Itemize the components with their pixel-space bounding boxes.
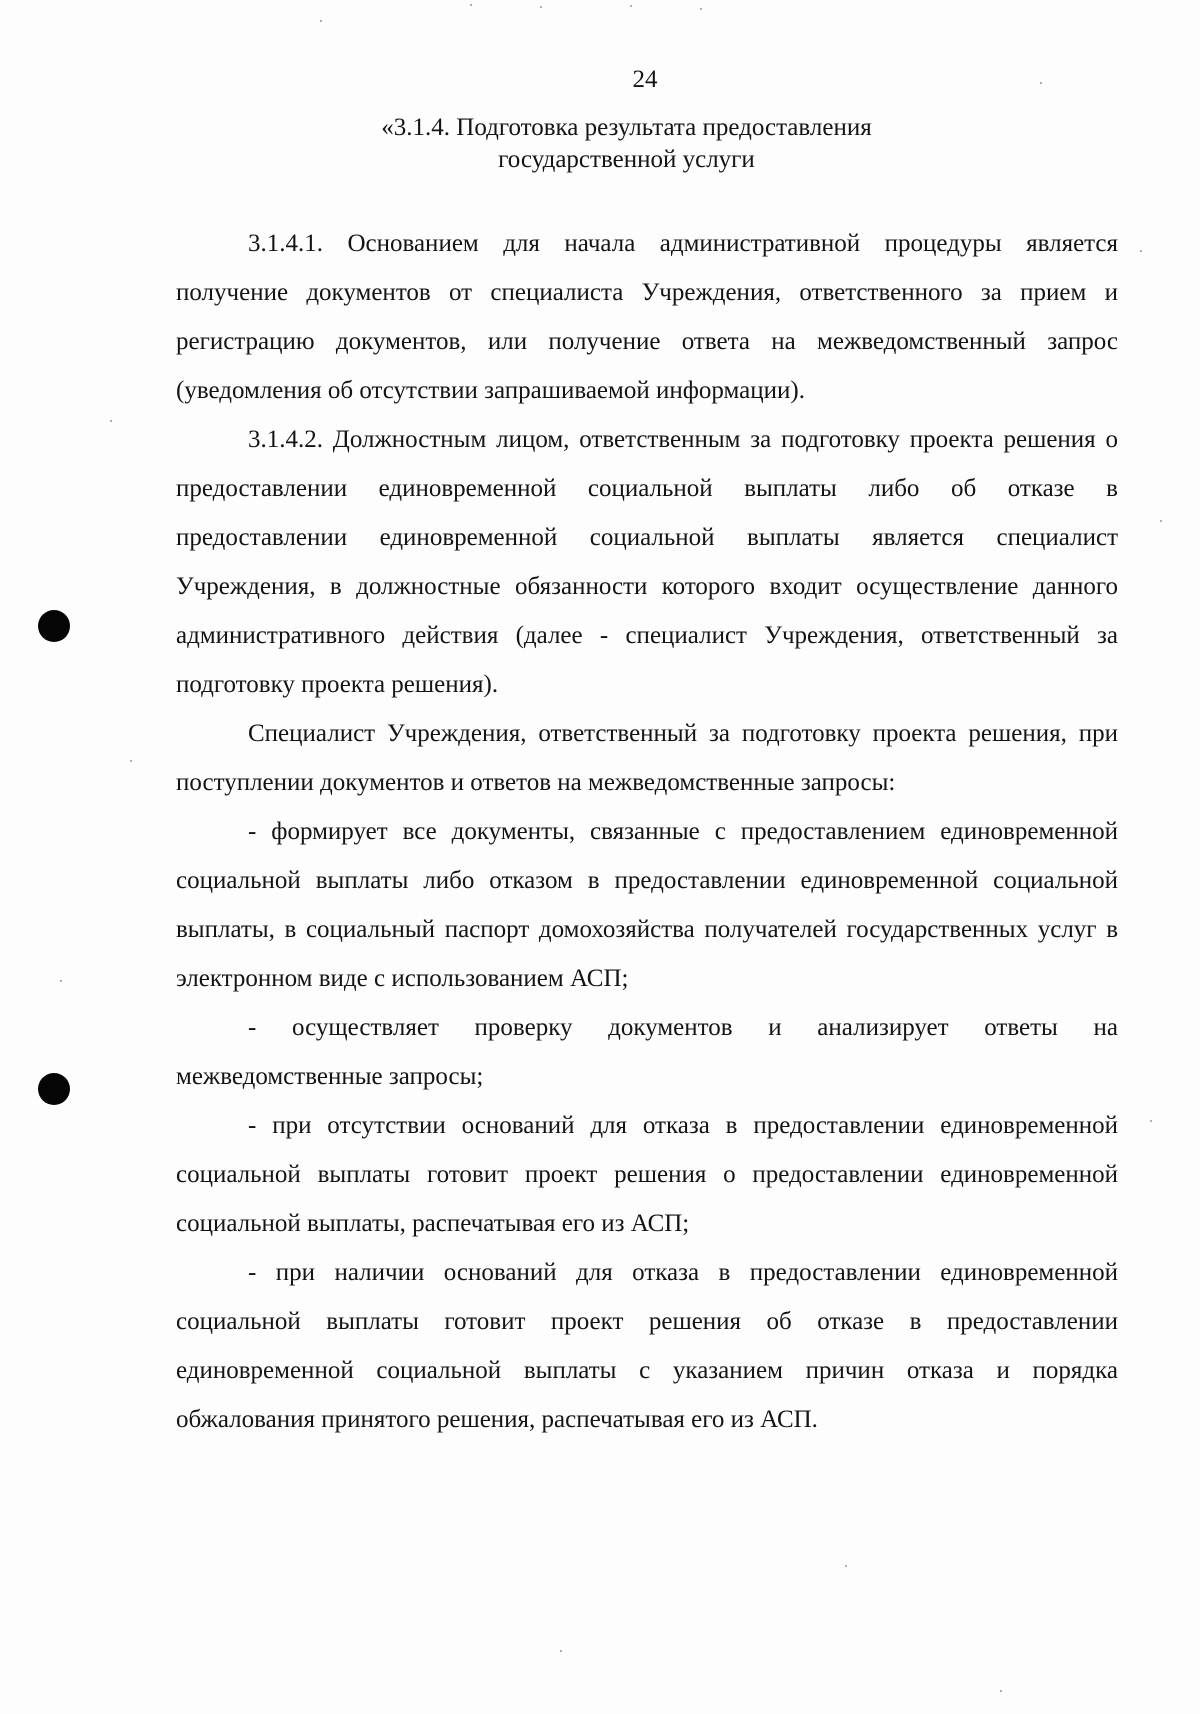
list-item: - осуществляет проверку документов и анализирует ответы на межведомственные запросы;	[176, 1014, 1118, 1090]
scan-speck	[60, 980, 62, 982]
section-heading	[0, 112, 1200, 176]
page-number: 24	[632, 66, 658, 93]
binder-hole-mark	[38, 610, 70, 642]
list-item: - формирует все документы, связанные с предоставлением единовременной социальной выплаты либо отказом в предоставлении единовременной социальной выплаты, в социальный паспорт домохозяйства получателей государственных услуг в электронном виде с использованием АСП;	[176, 818, 1118, 992]
paragraph-3-1-4-2: 3.1.4.2. Должностным лицом, ответственным за подготовку проекта решения о предоставлении единовременной социальной выплаты либо об отказе в предоставлении единовременной социальной выплаты является специалист Учреждения, в должностные обязанности которого входит осуществление данного административного действия (далее - специалист Учреждения, ответственный за подготовку проекта решения).	[176, 426, 1118, 698]
section-heading-line: «3.1.4. Подготовка результата предоставления	[381, 114, 872, 141]
list-item: - при отсутствии оснований для отказа в предоставлении единовременной социальной выплаты готовит проект решения о предоставлении единовременной социальной выплаты, распечатывая его из АСП;	[176, 1112, 1118, 1237]
section-heading-line: государственной услуги	[498, 146, 755, 173]
scan-speck	[1000, 1690, 1002, 1692]
scan-speck	[1150, 1120, 1152, 1122]
scan-speck	[130, 760, 132, 762]
scan-speck	[540, 6, 542, 8]
scan-speck	[470, 4, 472, 6]
scan-speck	[1160, 520, 1162, 522]
scan-speck	[560, 1650, 562, 1652]
scan-speck	[110, 420, 112, 422]
scan-speck	[845, 1565, 847, 1567]
paragraph-3-1-4-1: 3.1.4.1. Основанием для начала административной процедуры является получение документов от специалиста Учреждения, ответственного за прием и регистрацию документов, или получение ответа на межведомственный запрос (уведомления об отсутствии запрашиваемой информации).	[176, 230, 1118, 404]
binder-hole-mark	[38, 1073, 70, 1105]
scan-speck	[700, 8, 702, 10]
scan-speck	[630, 5, 632, 7]
scan-speck	[1140, 250, 1142, 252]
list-item: - при наличии оснований для отказа в предоставлении единовременной социальной выплаты готовит проект решения об отказе в предоставлении единовременной социальной выплаты с указанием причин отказа и порядка обжалования принятого решения, распечатывая его из АСП.	[176, 1259, 1118, 1433]
paragraph-specialist-intro: Специалист Учреждения, ответственный за подготовку проекта решения, при поступлении документов и ответов на межведомственные запросы:	[176, 720, 1118, 796]
document-body	[176, 219, 1118, 1444]
scan-speck	[320, 20, 322, 22]
